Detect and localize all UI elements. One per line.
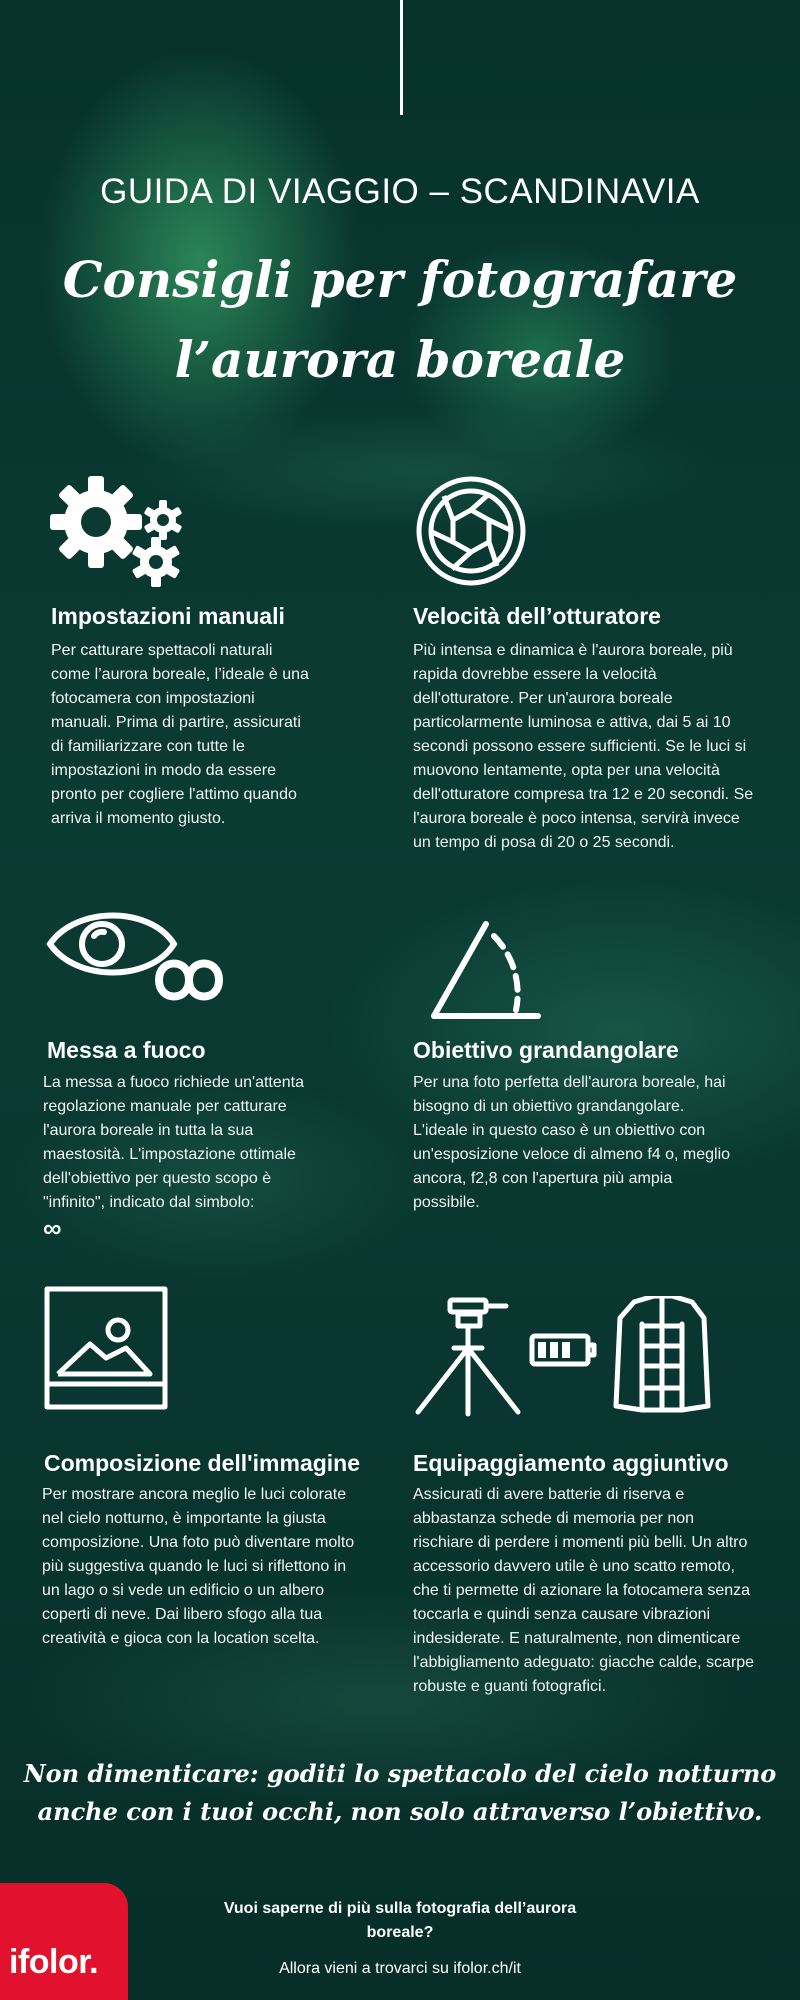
guide-kicker: GUIDA DI VIAGGIO – SCANDINAVIA	[100, 172, 700, 211]
wide-angle-icon	[428, 918, 544, 1022]
section-title-manual-settings: Impostazioni manuali	[51, 603, 285, 629]
section-title-shutter-speed: Velocità dell’otturatore	[413, 603, 661, 629]
section-title-composition: Composizione dell'immagine	[44, 1450, 361, 1476]
ifolor-logo-badge[interactable]	[0, 1883, 128, 2000]
section-body-focus	[43, 1071, 313, 1245]
landscape-image-icon	[44, 1286, 168, 1410]
section-body-additional-equipment: Assicurati di avere batterie di riserva e abbastanza schede di memoria per non rischiare di perdere i momenti più belli. Un altro accessorio davvero utile è uno scatto remoto, che ti permette di azionare la fotocamera senza toccarla e quindi senza causare vibrazioni indesiderate. E naturalmente, non dimenticare l'abbigliamento adeguato: giacche calde, scarpe robuste e guanti fotografici.	[413, 1486, 755, 1695]
eye-infinity-icon	[46, 908, 226, 1004]
section-body-manual-settings: Per catturare spettacoli naturali come l’aurora boreale, l’ideale è una fotocamera con impostazioni manuali. Prima di partire, assicurati di familiarizzare con tutte le impostazioni in modo da essere pronto per cogliere l'attimo quando arriva il momento giusto.	[51, 642, 309, 827]
top-divider-line	[400, 0, 403, 115]
gears-icon	[44, 474, 194, 590]
cta-question: Vuoi saperne di più sulla fotografia dell’aurora boreale?	[223, 1900, 577, 1941]
reminder-line1: Non dimenticare: goditi lo spettacolo del cielo notturno	[23, 1759, 777, 1788]
infinity-symbol: ∞	[43, 1213, 62, 1243]
page-title-line2: l’aurora boreale	[174, 330, 626, 389]
section-body-shutter-speed: Più intensa e dinamica è l'aurora boreale, più rapida dovrebbe essere la velocità dell'otturatore. Per un'aurora boreale particolarmente luminosa e attiva, dai 5 ai 10 secondi possono essere sufficienti. Se le luci si muovono lentamente, opta per una velocità dell'otturatore compresa tra 12 e 20 secondi. Se l'aurora boreale è poco intensa, servirà invece un tempo di posa di 20 o 25 secondi.	[413, 642, 754, 851]
section-title-focus: Messa a fuoco	[47, 1037, 206, 1063]
page-title-line1: Consigli per fotografare	[62, 250, 738, 309]
section-body-composition: Per mostrare ancora meglio le luci colorate nel cielo notturno, è importante la giusta composizione. Una foto può diventare molto più suggestiva quando le luci si riflettono in un lago o si vede un edificio o un albero coperti di neve. Dai libero sfogo alla tua creatività e gioca con la location scelta.	[42, 1486, 355, 1647]
page-title	[0, 240, 800, 400]
shutter-icon	[414, 474, 528, 588]
ifolor-logo-text: ifolor.	[9, 1943, 99, 1981]
section-title-wide-angle-lens: Obiettivo grandangolare	[413, 1037, 679, 1063]
cta-website-link[interactable]: Allora vieni a trovarci su ifolor.ch/it	[279, 1960, 521, 1977]
tripod-battery-jacket-icon	[410, 1296, 720, 1420]
reminder-quote	[0, 1755, 800, 1831]
reminder-line2: anche con i tuoi occhi, non solo attraverso l’obiettivo.	[37, 1797, 763, 1826]
focus-body-text: La messa a fuoco richiede un'attenta regolazione manuale per catturare l'aurora boreale in tutta la sua maestosità. L'impostazione ottimale dell'obiettivo per questo scopo è "infinito", indicato dal simbolo:	[43, 1074, 304, 1211]
section-body-wide-angle-lens: Per una foto perfetta dell'aurora boreale, hai bisogno di un obiettivo grandangolare. L'ideale in questo caso è un obiettivo con un'esposizione veloce di almeno f4 o, meglio ancora, f2,8 con l'apertura più ampia possibile.	[413, 1074, 731, 1211]
section-title-additional-equipment: Equipaggiamento aggiuntivo	[413, 1450, 729, 1476]
